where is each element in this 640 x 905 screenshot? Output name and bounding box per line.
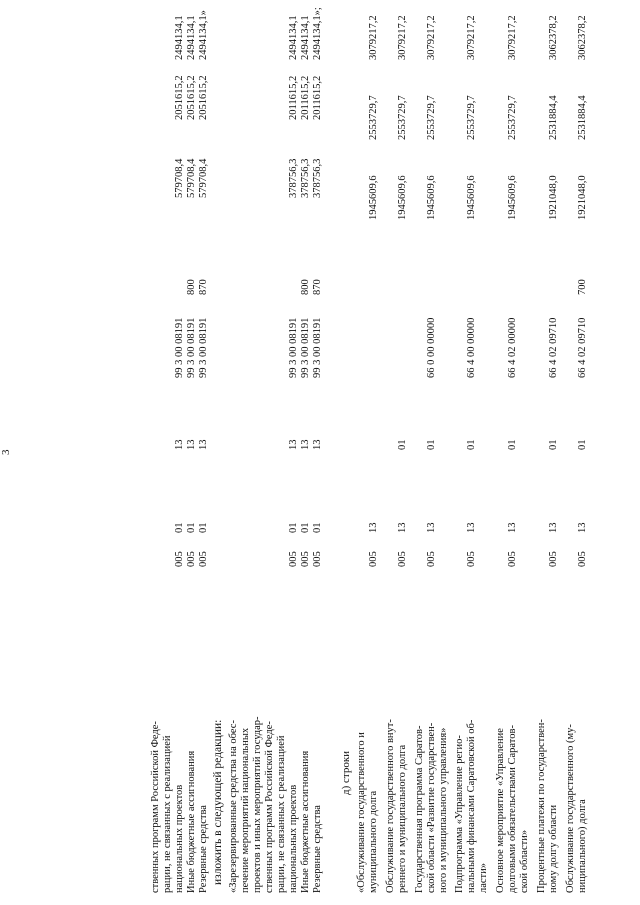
value-cell: 579708,4 [198, 158, 209, 198]
text-line: ственных программ Российской Феде- [150, 721, 161, 893]
code-cell: 13 [186, 439, 197, 450]
code-cell: 01 [507, 439, 518, 450]
value-cell: 2011615,2 [288, 75, 299, 120]
value-cell: 3079217,2 [507, 15, 518, 60]
text-line: ственных программ Российской Феде- [264, 721, 275, 893]
code-cell: 99 3 00 08191 [174, 317, 185, 378]
value-cell: 3079217,2 [466, 15, 477, 60]
value-cell: 2011615,2 [312, 75, 323, 120]
value-cell: 3062378,2 [548, 15, 559, 60]
text-line: долговыми обязательствами Саратов- [507, 725, 518, 893]
code-cell: 66 4 00 00000 [466, 317, 477, 378]
code-cell: 99 3 00 08191 [198, 317, 209, 378]
text-line: муниципального долга [368, 790, 379, 893]
code-cell: 01 [186, 522, 197, 533]
code-cell: 66 4 02 09710 [577, 317, 588, 378]
code-cell: 99 3 00 08191 [312, 317, 323, 378]
value-cell: 1921048,0 [548, 175, 559, 220]
code-cell: 870 [198, 279, 209, 295]
value-cell: 579708,4 [174, 158, 185, 198]
value-cell: 2051615,2 [198, 75, 209, 120]
value-cell: 2494134,1 [174, 15, 185, 60]
value-cell: 378756,3 [312, 158, 323, 198]
code-cell: 005 [507, 551, 518, 567]
value-cell: 2531884,4 [548, 95, 559, 140]
text-line: Обслуживание государственного (му- [565, 724, 576, 893]
code-cell: 005 [466, 551, 477, 567]
code-cell: 005 [397, 551, 408, 567]
value-cell: 2494134,1 [300, 15, 311, 60]
code-cell: 13 [577, 522, 588, 533]
text-line: национальных проектов [174, 784, 185, 893]
code-cell: 99 3 00 08191 [288, 317, 299, 378]
code-cell: 13 [312, 439, 323, 450]
value-cell: 2553729,7 [507, 95, 518, 140]
code-cell: 005 [198, 551, 209, 567]
value-cell: 2051615,2 [186, 75, 197, 120]
value-cell: 2531884,4 [577, 95, 588, 140]
code-cell: 13 [507, 522, 518, 533]
code-cell: 700 [577, 279, 588, 295]
code-cell: 99 3 00 08191 [186, 317, 197, 378]
code-cell: 13 [288, 439, 299, 450]
code-cell: 66 4 02 00000 [507, 317, 518, 378]
value-cell: 3079217,2 [426, 15, 437, 60]
value-cell: 2553729,7 [397, 95, 408, 140]
code-cell: 005 [548, 551, 559, 567]
text-line: ласти» [478, 862, 489, 893]
text-line: ниципального) долга [577, 799, 588, 893]
text-line: Резервные средства [198, 805, 209, 893]
section-heading: д) строки [340, 750, 352, 795]
text-line: «Обслуживание государственного и [356, 732, 367, 893]
text-line: рации, не связанных с реализацией [162, 735, 173, 893]
text-line: проектов и иных мероприятий государ- [252, 716, 263, 893]
code-cell: 13 [426, 522, 437, 533]
code-cell: 01 [288, 522, 299, 533]
text-line: ному долгу области [548, 804, 559, 893]
value-cell: 2494134,1»; [312, 7, 323, 60]
text-line: Государственная программа Саратов- [414, 725, 425, 893]
code-cell: 99 3 00 08191 [300, 317, 311, 378]
code-cell: 66 4 02 09710 [548, 317, 559, 378]
value-cell: 1945609,6 [426, 175, 437, 220]
value-cell: 2494134,1 [186, 15, 197, 60]
value-cell: 2494134,1» [198, 10, 209, 60]
code-cell: 13 [198, 439, 209, 450]
value-cell: 1945609,6 [507, 175, 518, 220]
page-number: 3 [0, 449, 12, 455]
value-cell: 2553729,7 [466, 95, 477, 140]
code-cell: 005 [174, 551, 185, 567]
value-cell: 2553729,7 [368, 95, 379, 140]
text-line: Иные бюджетные ассигнования [186, 750, 197, 893]
code-cell: 800 [186, 279, 197, 295]
value-cell: 2011615,2 [300, 75, 311, 120]
value-cell: 378756,3 [288, 158, 299, 198]
code-cell: 13 [300, 439, 311, 450]
code-cell: 005 [312, 551, 323, 567]
value-cell: 3062378,2 [577, 15, 588, 60]
text-line: ного и муниципального управления» [438, 727, 449, 893]
instruction-text: изложить в следующей редакции: [212, 719, 224, 885]
text-line: ской области «Развитие государствен- [426, 722, 437, 893]
value-cell: 1945609,6 [368, 175, 379, 220]
code-cell: 01 [577, 439, 588, 450]
value-cell: 378756,3 [300, 158, 311, 198]
value-cell: 3079217,2 [397, 15, 408, 60]
code-cell: 01 [312, 522, 323, 533]
code-cell: 005 [300, 551, 311, 567]
code-cell: 005 [368, 551, 379, 567]
text-line: рации, не связанных с реализацией [276, 735, 287, 893]
text-line: Иные бюджетные ассигнования [300, 750, 311, 893]
code-cell: 01 [397, 439, 408, 450]
code-cell: 66 0 00 00000 [426, 317, 437, 378]
code-cell: 01 [548, 439, 559, 450]
code-cell: 01 [198, 522, 209, 533]
code-cell: 13 [174, 439, 185, 450]
code-cell: 13 [466, 522, 477, 533]
code-cell: 800 [300, 279, 311, 295]
text-line: Подпрограмма «Управление регио- [454, 735, 465, 893]
code-cell: 01 [174, 522, 185, 533]
code-cell: 005 [186, 551, 197, 567]
text-line: национальных проектов [288, 784, 299, 893]
text-line: «Зарезервированные средства на обес- [228, 720, 239, 893]
value-cell: 2494134,1 [288, 15, 299, 60]
text-line: реннего и муниципального долга [397, 744, 408, 893]
code-cell: 01 [466, 439, 477, 450]
value-cell: 1921048,0 [577, 175, 588, 220]
text-line: ской области» [519, 829, 530, 893]
text-line: печение мероприятий национальных [240, 727, 251, 893]
code-cell: 01 [426, 439, 437, 450]
code-cell: 13 [368, 522, 379, 533]
text-line: Процентные платежи по государствен- [536, 719, 547, 893]
text-line: Резервные средства [312, 805, 323, 893]
value-cell: 1945609,6 [466, 175, 477, 220]
value-cell: 1945609,6 [397, 175, 408, 220]
code-cell: 870 [312, 279, 323, 295]
text-line: Основное мероприятие «Управление [495, 728, 506, 893]
text-line: нальными финансами Саратовской об- [466, 719, 477, 893]
text-line: Обслуживание государственного внут- [385, 719, 396, 893]
code-cell: 13 [548, 522, 559, 533]
code-cell: 005 [426, 551, 437, 567]
code-cell: 13 [397, 522, 408, 533]
code-cell: 005 [577, 551, 588, 567]
value-cell: 2051615,2 [174, 75, 185, 120]
value-cell: 2553729,7 [426, 95, 437, 140]
code-cell: 01 [300, 522, 311, 533]
value-cell: 579708,4 [186, 158, 197, 198]
value-cell: 3079217,2 [368, 15, 379, 60]
code-cell: 005 [288, 551, 299, 567]
